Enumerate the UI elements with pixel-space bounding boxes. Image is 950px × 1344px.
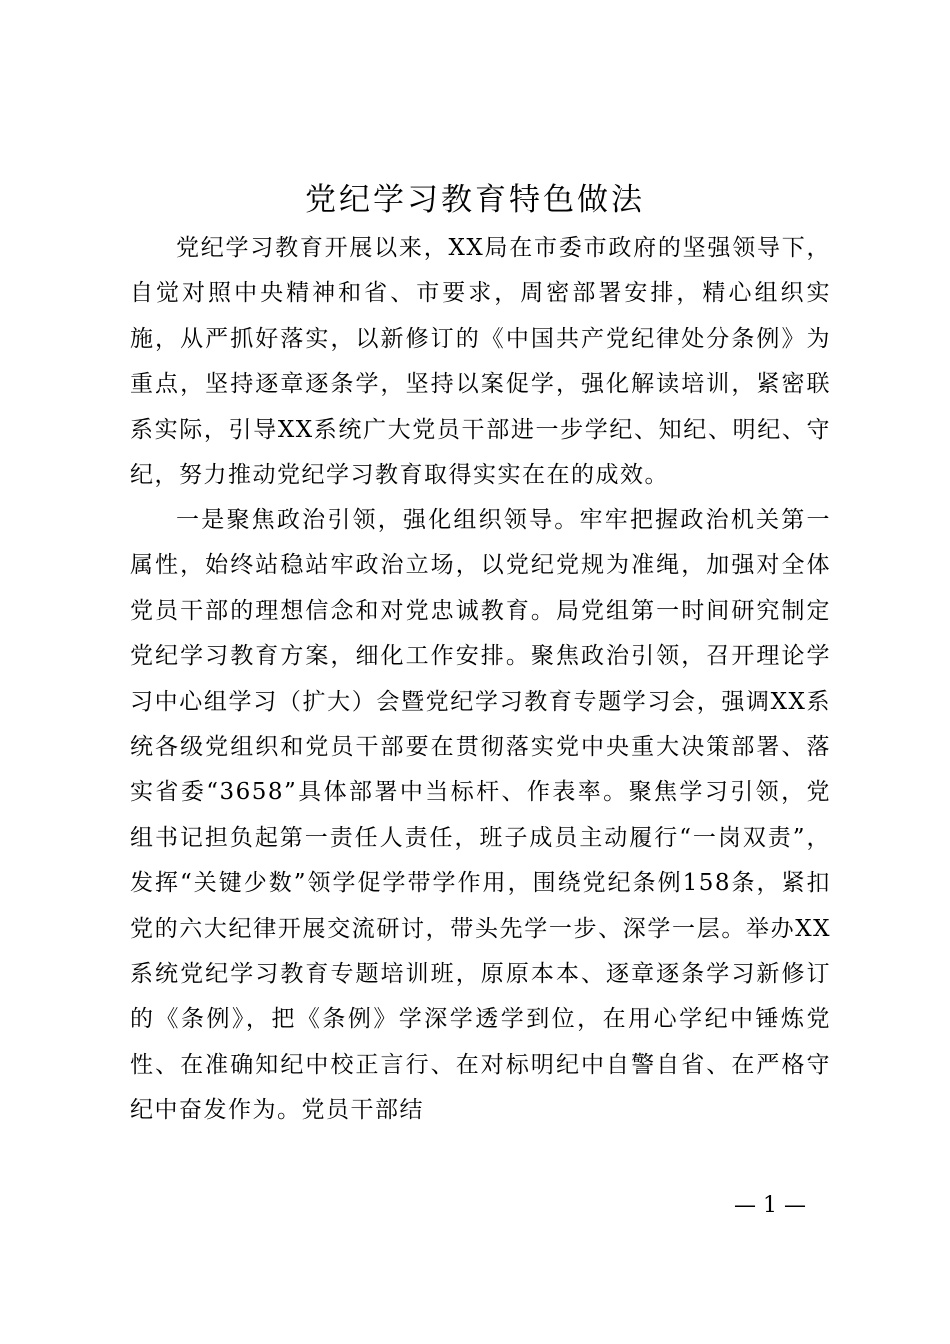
paragraph-political-leadership: 一是聚焦政治引领，强化组织领导。牢牢把握政治机关第一属性，始终站稳站牢政治立场，以党纪党规为准绳，加强对全体党员干部的理想信念和对党忠诚教育。局党组第一时间研究制定党纪学习教育方案，细化工作安排。聚焦政治引领，召开理论学习中心组学习（扩大）会暨党纪学习教育专题学习会，强调XX系统各级党组织和党员干部要在贯彻落实党中央重大决策部署、落实省委“3658”具体部署中当标杆、作表率。聚焦学习引领，党组书记担负起第一责任人责任，班子成员主动履行“一岗双责”，发挥“关键少数”领学促学带学作用，围绕党纪条例158条，紧扣党的六大纪律开展交流研讨，带头先学一步、深学一层。举办XX系统党纪学习教育专题培训班，原原本本、逐章逐条学习新修订的《条例》，把《条例》学深学透学到位，在用心学纪中锤炼党性、在准确知纪中校正言行、在对标明纪中自警自省、在严格守纪中奋发作为。党员干部结 <box>130 507 831 1124</box>
page-number: — 1 — <box>734 1193 806 1218</box>
document-title: 党纪学习教育特色做法 <box>305 182 645 218</box>
paragraph-intro: 党纪学习教育开展以来，XX局在市委市政府的坚强领导下，自觉对照中央精神和省、市要求，周密部署安排，精心组织实施，从严抓好落实，以新修订的《中国共产党纪律处分条例》为重点，坚持逐章逐条学，坚持以案促学，强化解读培训，紧密联系实际，引导XX系统广大党员干部进一步学纪、知纪、明纪、守纪，努力推动党纪学习教育取得实实在在的成效。 <box>130 235 831 489</box>
